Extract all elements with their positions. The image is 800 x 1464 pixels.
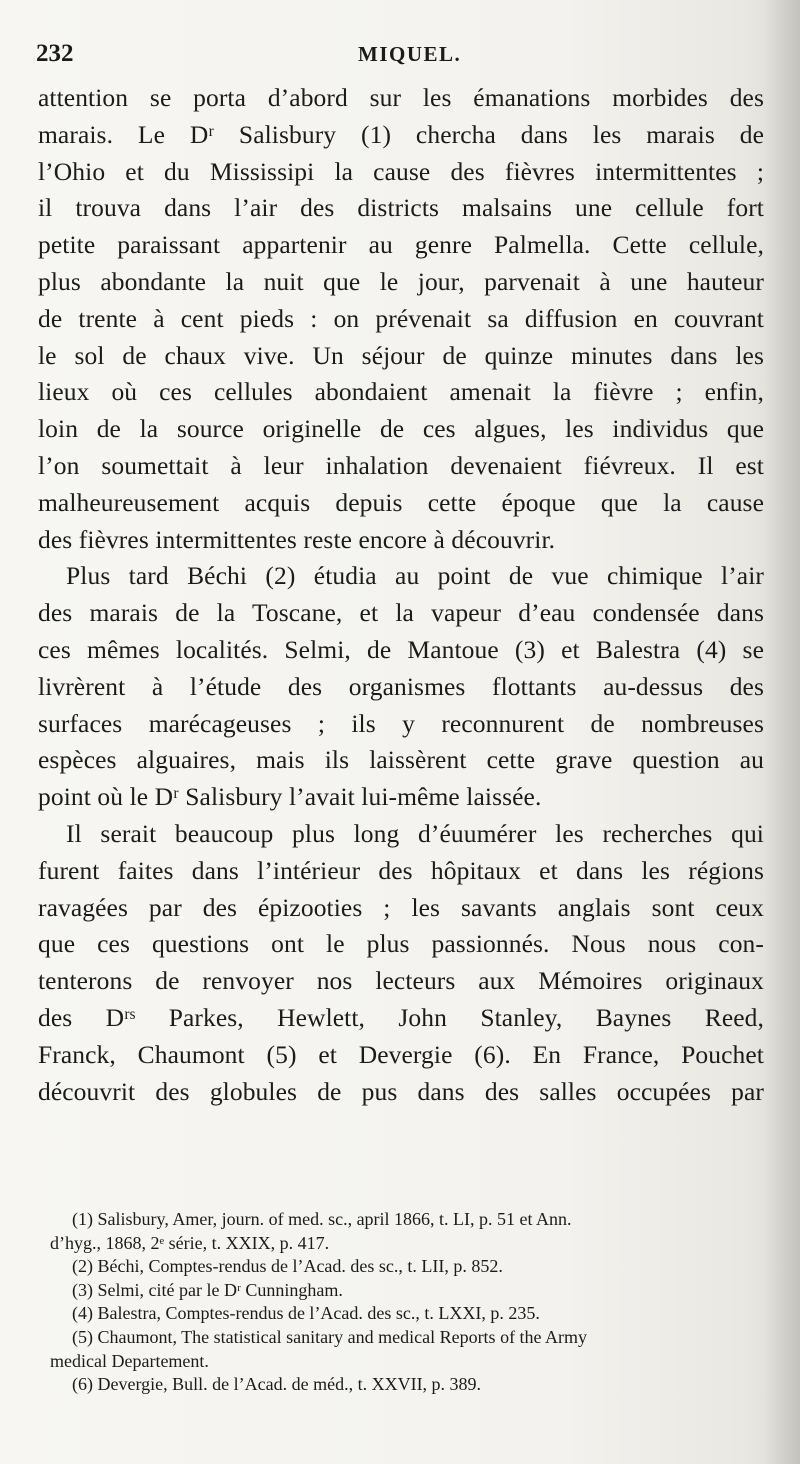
text-line: petite paraissant appartenir au genre Palmella. Cette cellule, xyxy=(38,230,764,260)
text-line: plus abondante la nuit que le jour, parvenait à une hauteur xyxy=(38,266,764,296)
footnote-1: (1) Salisbury, Amer, journ. of med. sc., april 1866, t. LI, p. 51 et Ann. xyxy=(72,1209,572,1229)
text-line: l’on soumettait à leur inhalation devenaient fiévreux. Il est xyxy=(38,450,764,480)
text-line: le sol de chaux vive. Un séjour de quinze minutes dans les xyxy=(38,340,764,370)
footnote-2: (2) Béchi, Comptes-rendus de l’Acad. des sc., t. LII, p. 852. xyxy=(72,1256,503,1277)
footnote-6: (6) Devergie, Bull. de l’Acad. de méd., t. XXVII, p. 389. xyxy=(72,1374,482,1395)
text-line: Franck, Chaumont (5) et Devergie (6). En France, Pouchet xyxy=(38,1039,764,1069)
text-line: Il serait beaucoup plus long d’éuumérer les recherches qui xyxy=(66,818,764,848)
text-line: espèces alguaires, mais ils laissèrent cette grave question au xyxy=(38,745,764,775)
paragraph-2 xyxy=(38,558,764,816)
text-line: attention se porta d’abord sur les émanations morbides des xyxy=(38,83,764,112)
paragraph-3 xyxy=(38,816,764,1110)
page-header xyxy=(36,40,766,76)
footnotes xyxy=(50,1208,768,1397)
text-line: ravagées par des épizooties ; les savants anglais sont ceux xyxy=(38,892,764,922)
text-line: il trouva dans l’air des districts malsains une cellule fort xyxy=(38,193,764,223)
text-line: de trente à cent pieds : on prévenait sa diffusion en couvrant xyxy=(38,303,764,333)
text-line: Plus tard Béchi (2) étudia au point de vue chimique l’air xyxy=(66,561,764,591)
footnote-5: (5) Chaumont, The statistical sanitary and medical Reports of the Army xyxy=(72,1326,588,1347)
running-head: MIQUEL. xyxy=(358,42,462,66)
text-line: point où le Dʳ Salisbury l’avait lui-même laissée. xyxy=(38,782,542,812)
footnote-5-continued: medical Departement. xyxy=(50,1350,209,1371)
text-line: surfaces marécageuses ; ils y reconnurent de nombreuses xyxy=(38,708,764,738)
paragraph-1 xyxy=(38,80,764,558)
text-line: des marais de la Toscane, et la vapeur d’eau condensée dans xyxy=(38,598,764,628)
text-line: que ces questions ont le plus passionnés. Nous nous con- xyxy=(38,929,764,959)
text-line: livrèrent à l’étude des organismes flottants au-dessus des xyxy=(38,671,764,701)
footnote-4: (4) Balestra, Comptes-rendus de l’Acad. des sc., t. LXXI, p. 235. xyxy=(72,1303,540,1324)
text-line: découvrit des globules de pus dans des salles occupées par xyxy=(38,1076,764,1106)
text-line: loin de la source originelle de ces algues, les individus que xyxy=(38,414,764,444)
text-line: tenterons de renvoyer nos lecteurs aux Mémoires originaux xyxy=(38,966,764,996)
footnote-3: (3) Selmi, cité par le Dʳ Cunningham. xyxy=(72,1279,343,1300)
body-text xyxy=(38,80,764,1110)
text-line: furent faites dans l’intérieur des hôpitaux et dans les régions xyxy=(38,855,764,885)
page-edge-shadow xyxy=(764,0,800,1464)
text-line: lieux où ces cellules abondaient amenait la fièvre ; enfin, xyxy=(38,377,764,407)
text-line: des fièvres intermittentes reste encore à découvrir. xyxy=(38,524,556,554)
text-line: ces mêmes localités. Selmi, de Mantoue (3) et Balestra (4) se xyxy=(38,634,764,664)
page-number: 232 xyxy=(36,40,74,67)
text-line: marais. Le Dʳ Salisbury (1) chercha dans les marais de xyxy=(38,119,764,149)
text-line: l’Ohio et du Mississipi la cause des fièvres intermittentes ; xyxy=(38,156,764,186)
text-line: des Dʳˢ Parkes, Hewlett, John Stanley, Baynes Reed, xyxy=(38,1002,764,1032)
footnote-1-continued: d’hyg., 1868, 2ᵉ série, t. XXIX, p. 417. xyxy=(50,1232,330,1253)
text-line: malheureusement acquis depuis cette époque que la cause xyxy=(38,487,764,517)
